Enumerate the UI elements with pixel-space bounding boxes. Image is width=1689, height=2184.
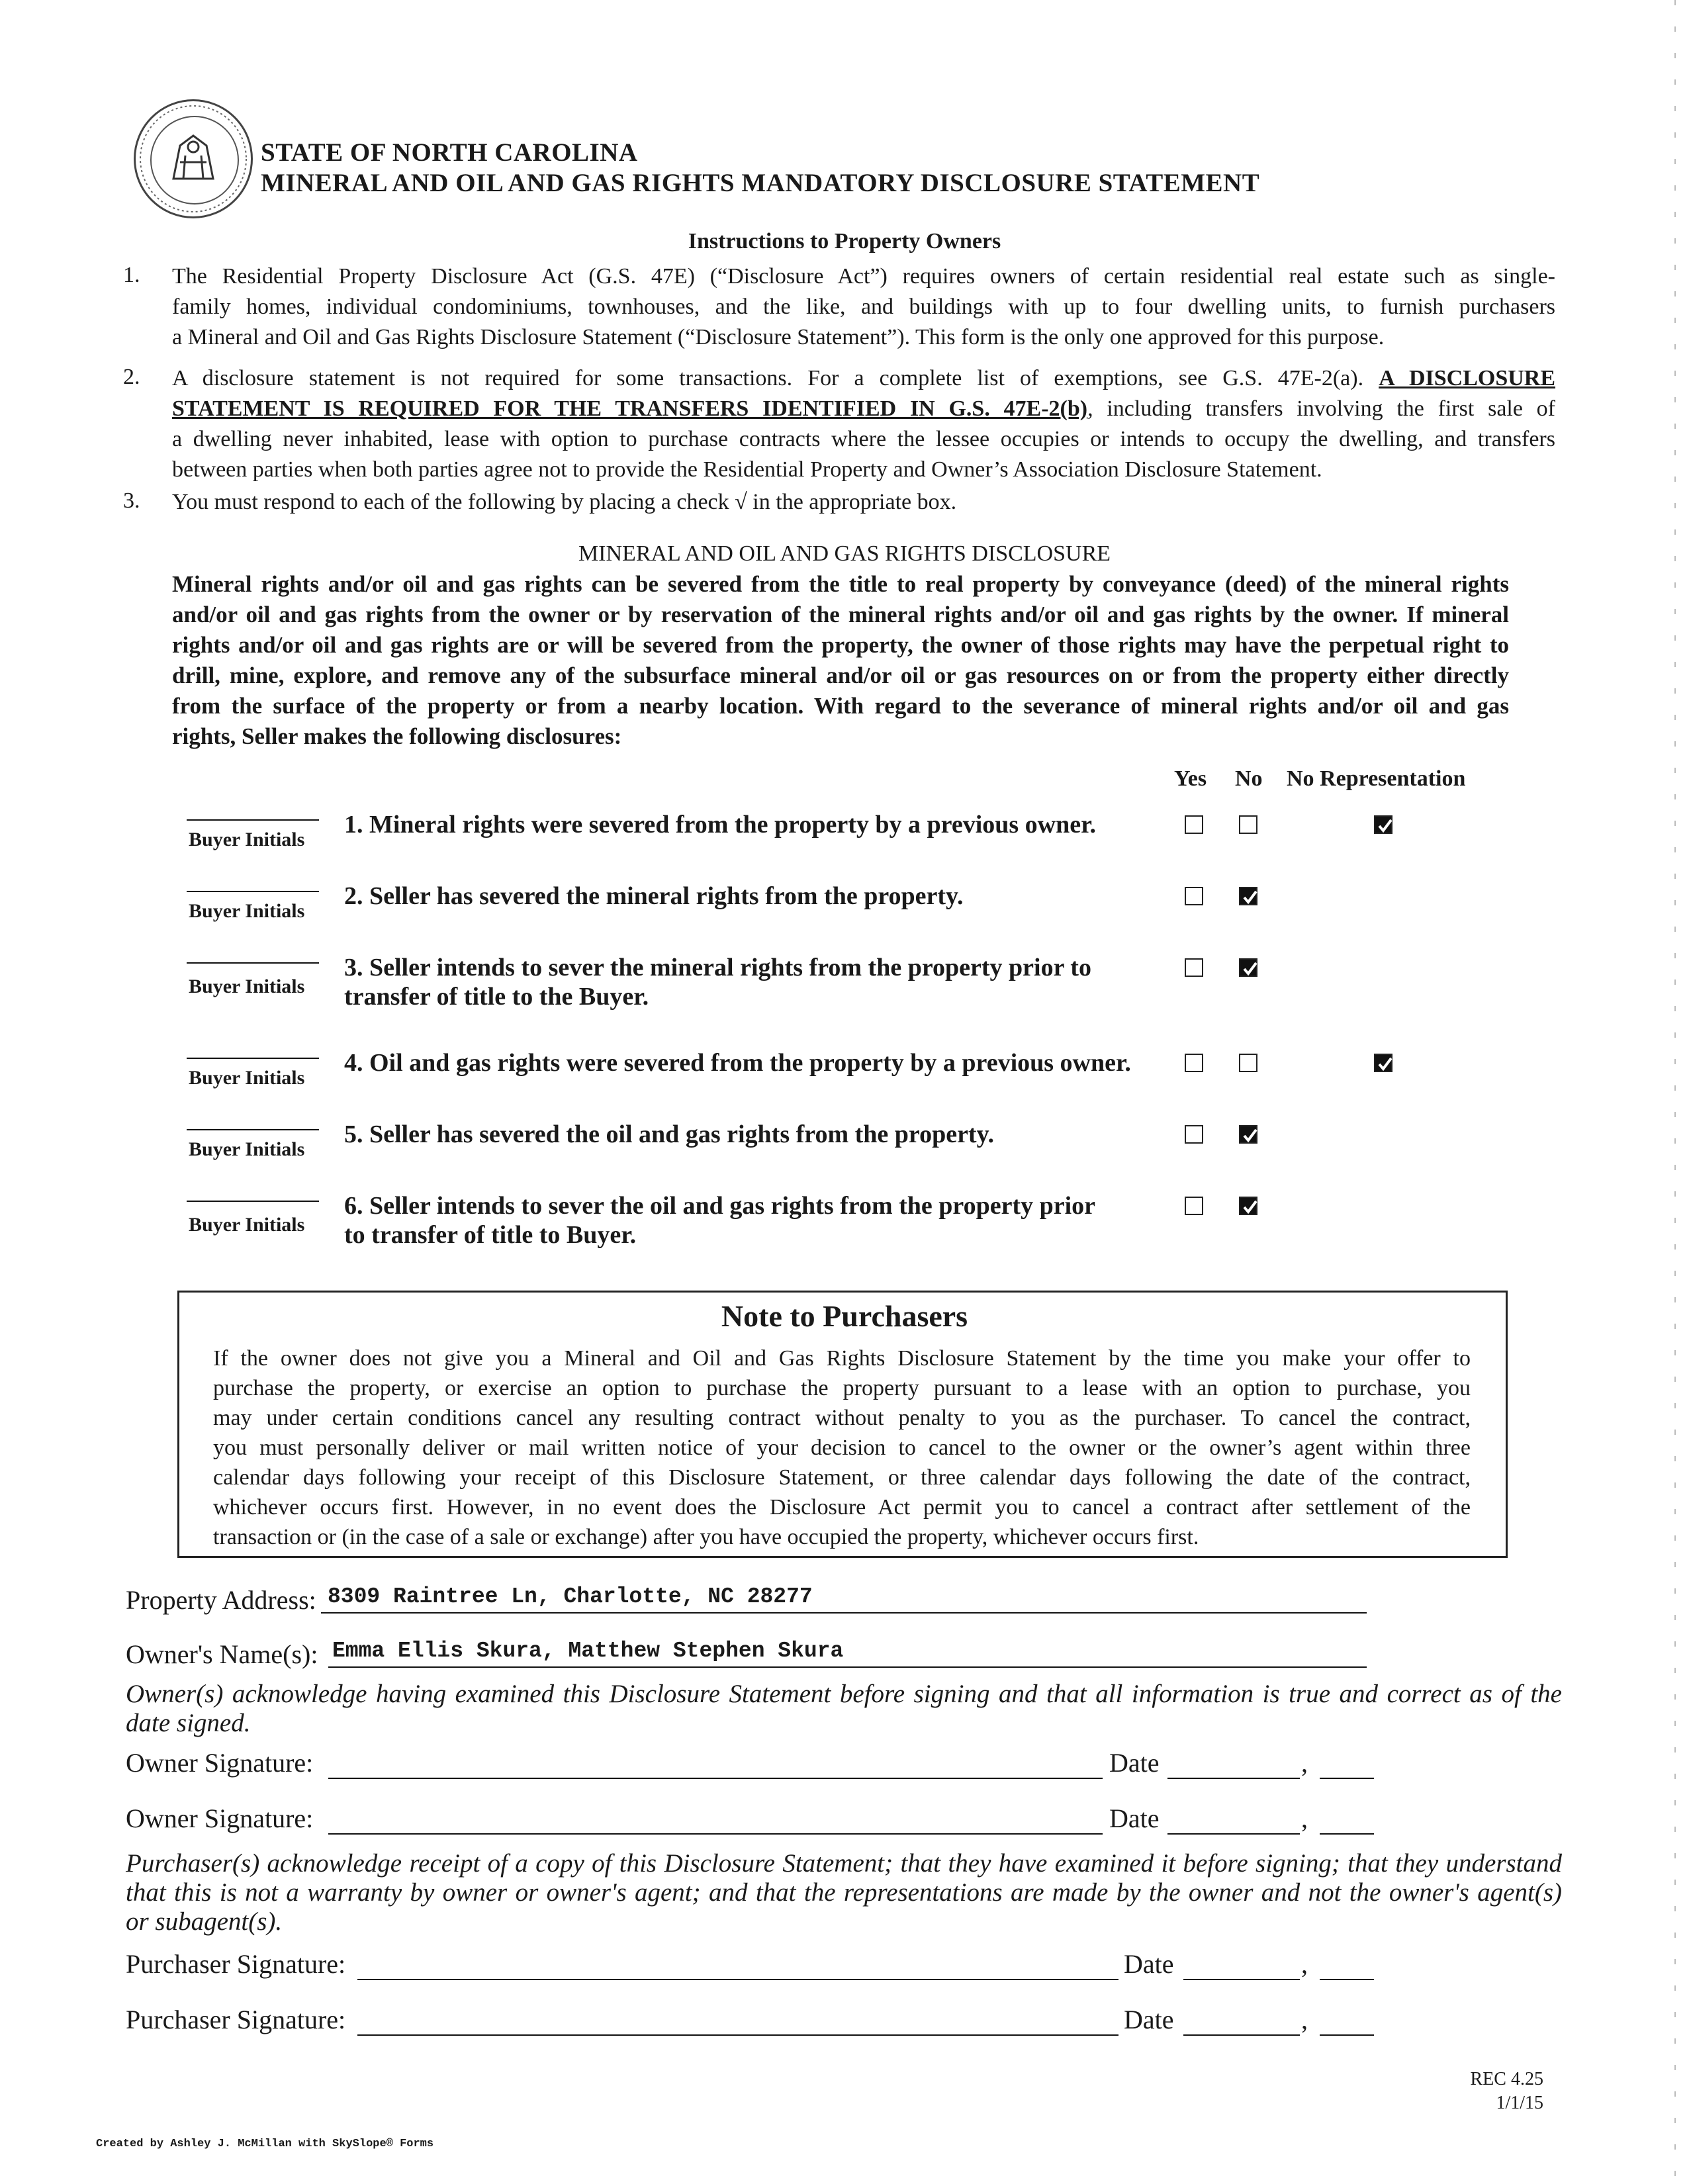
property-address-label: Property Address: [126,1585,316,1615]
checkbox-yes[interactable] [1185,815,1203,834]
checkmark-icon [1240,1126,1259,1145]
item-number: 2. [123,365,140,389]
year-field[interactable] [1320,1807,1374,1835]
checkmark-icon [1375,817,1394,835]
question-text: 4. Oil and gas rights were severed from the property by a previous owner. [344,1049,1131,1077]
seal-emblem-icon [134,99,253,218]
date-field[interactable] [1167,1807,1300,1835]
property-address-value: 8309 Raintree Ln, Charlotte, NC 28277 [328,1584,813,1609]
question-text: 2. Seller has severed the mineral rights from the property. [344,882,964,910]
date-comma: , [1301,1949,1308,1979]
header-state: STATE OF NORTH CAROLINA [261,138,638,167]
checkbox-no[interactable] [1239,1197,1257,1215]
question-text: 1. Mineral rights were severed from the property by a previous owner. [344,811,1096,839]
checkmark-icon [1240,888,1259,907]
buyer-initials-label: Buyer Initials [189,976,305,997]
question-text: 3. Seller intends to sever the mineral rights from the property prior to transfer of title to the Buyer. [344,954,1091,1011]
instructions-title: Instructions to Property Owners [688,229,1001,253]
checkbox-yes[interactable] [1185,1197,1203,1215]
checkbox-no[interactable] [1239,958,1257,977]
checkmark-icon [1240,960,1259,978]
checkbox-yes[interactable] [1185,958,1203,977]
date-comma: , [1301,2005,1308,2034]
checkbox-yes[interactable] [1185,1125,1203,1144]
date-label: Date [1109,1803,1160,1833]
date-label: Date [1124,2005,1174,2034]
form-date: 1/1/15 [1496,2093,1543,2113]
buyer-initials-field[interactable] [187,1201,319,1202]
buyer-initials-field[interactable] [187,819,319,821]
owners-name-label: Owner's Name(s): [126,1639,318,1669]
checkbox-no[interactable] [1239,1054,1257,1072]
owners-name-field[interactable] [328,1636,1367,1668]
buyer-initials-field[interactable] [187,891,319,892]
buyer-initials-field[interactable] [187,1058,319,1059]
checkmark-icon [1375,1055,1394,1073]
buyer-initials-field[interactable] [187,962,319,964]
question-text: 5. Seller has severed the oil and gas rights from the property. [344,1120,994,1148]
footer-credit: Created by Ashley J. McMillan with SkySlope® Forms [96,2138,434,2150]
state-seal-logo [134,99,253,218]
disclosure-title: MINERAL AND OIL AND GAS RIGHTS DISCLOSURE [578,541,1111,566]
date-field[interactable] [1167,1751,1300,1779]
checkbox-yes[interactable] [1185,887,1203,905]
item-number: 1. [123,263,140,287]
question-text: 6. Seller intends to sever the oil and gas rights from the property prior to transfer of title to Buyer. [344,1192,1096,1249]
column-header-yes: Yes [1174,766,1207,791]
year-field[interactable] [1320,2008,1374,2036]
instruction-item-3: You must respond to each of the following by placing a check √ in the appropriate box. [172,490,957,514]
column-header-no-representation: No Representation [1287,766,1466,791]
checkbox-no[interactable] [1239,815,1257,834]
buyer-initials-label: Buyer Initials [189,1214,305,1236]
scan-edge-divider [1674,0,1676,2184]
note-paragraph: If the owner does not give you a Mineral and Oil and Gas Rights Disclosure Statement by the time you make your offer to purchase the property, or exercise an option to purchase the property pursuant to a lease with an option to purchase, you may under certain conditions cancel any resulting contract without penalty to you as the purchaser. To cancel the contract, you must personally deliver or mail written notice of your decision to cancel to the owner or the owner’s agent within three calendar days following your receipt of this Disclosure Statement, or three calendar days following the date of the contract, whichever occurs first. However, in no event does the Disclosure Act permit you to cancel a contract after settlement of the transaction or (in the case of a sale or exchange) after you have occupied the property, whichever occurs first. [213,1346,1471,1549]
buyer-initials-field[interactable] [187,1129,319,1130]
date-field[interactable] [1183,2008,1300,2036]
buyer-initials-label: Buyer Initials [189,900,305,922]
note-title: Note to Purchasers [721,1299,968,1333]
date-label: Date [1109,1748,1160,1778]
purchaser-signature-label: Purchaser Signature: [126,2005,346,2034]
column-header-no: No [1235,766,1263,791]
checkbox-no-rep[interactable] [1374,1054,1392,1072]
purchaser-signature-field-2[interactable] [357,2008,1118,2036]
instruction-item-2: A disclosure statement is not required for some transactions. For a complete list of exemptions, see G.S. 47E-2(a). A DISCLOSURE STATEMENT IS REQUIRED FOR THE TRANSFERS IDENTIFIED IN G.S. 47E-2(b), including transfers involving the first sale of a dwelling never inhabited, lease with option to purchase contracts where the lessee occupies or intends to occupy the dwelling, and transfers between parties when both parties agree not to provide the Residential Property and Owner’s Association Disclosure Statement. [172,366,1556,482]
checkbox-no-rep[interactable] [1374,815,1392,834]
form-code: REC 4.25 [1470,2069,1543,2089]
purchaser-signature-label: Purchaser Signature: [126,1949,346,1979]
owner-acknowledgement: Owner(s) acknowledge having examined this Disclosure Statement before signing and that all information is true and correct as of the date signed. [126,1680,1562,1737]
header-title: MINERAL AND OIL AND GAS RIGHTS MANDATORY DISCLOSURE STATEMENT [261,169,1260,197]
owner-signature-label: Owner Signature: [126,1748,314,1778]
owner-signature-label: Owner Signature: [126,1803,314,1833]
owner-signature-field-2[interactable] [328,1807,1103,1835]
checkbox-no[interactable] [1239,887,1257,905]
date-comma: , [1301,1748,1308,1778]
item-number: 3. [123,488,140,513]
property-address-field[interactable] [321,1582,1367,1614]
year-field[interactable] [1320,1751,1374,1779]
date-comma: , [1301,1803,1308,1833]
buyer-initials-label: Buyer Initials [189,1067,305,1089]
disclosure-paragraph: Mineral rights and/or oil and gas rights can be severed from the title to real property by conveyance (deed) of the mineral rights and/or oil and gas rights from the owner or by reservation of the mineral rights and/or oil and gas rights by the owner. If mineral rights and/or oil and gas rights are or will be severed from the property, the owner of those rights may have the perpetual right to drill, mine, explore, and remove any of the subsurface mineral and/or oil or gas resources on or from the property either directly from the surface of the property or from a nearby location. With regard to the severance of mineral rights and/or oil and gas rights, Seller makes the following disclosures: [172,571,1509,749]
checkbox-no[interactable] [1239,1125,1257,1144]
date-label: Date [1124,1949,1174,1979]
purchaser-signature-field-1[interactable] [357,1952,1118,1980]
owner-signature-field-1[interactable] [328,1751,1103,1779]
buyer-initials-label: Buyer Initials [189,1138,305,1160]
owners-name-value: Emma Ellis Skura, Matthew Stephen Skura [332,1639,844,1663]
purchaser-acknowledgement: Purchaser(s) acknowledge receipt of a copy of this Disclosure Statement; that they have examined it before signing; that they understand that this is not a warranty by owner or owner's agent; and that the representations are made by the owner and not the owner's agent(s) or subagent(s). [126,1849,1562,1936]
instruction-item-1: The Residential Property Disclosure Act (G.S. 47E) (“Disclosure Act”) requires owners of certain residential real estate such as single- family homes, individual condominiums, townhouses, and the like, and buildings with up to four dwelling units, to furnish purchasers a Mineral and Oil and Gas Rights Disclosure Statement (“Disclosure Statement”). This form is the only one approved for this purpose. [172,264,1555,349]
year-field[interactable] [1320,1952,1374,1980]
buyer-initials-label: Buyer Initials [189,829,305,850]
checkmark-icon [1240,1198,1259,1216]
checkbox-yes[interactable] [1185,1054,1203,1072]
date-field[interactable] [1183,1952,1300,1980]
